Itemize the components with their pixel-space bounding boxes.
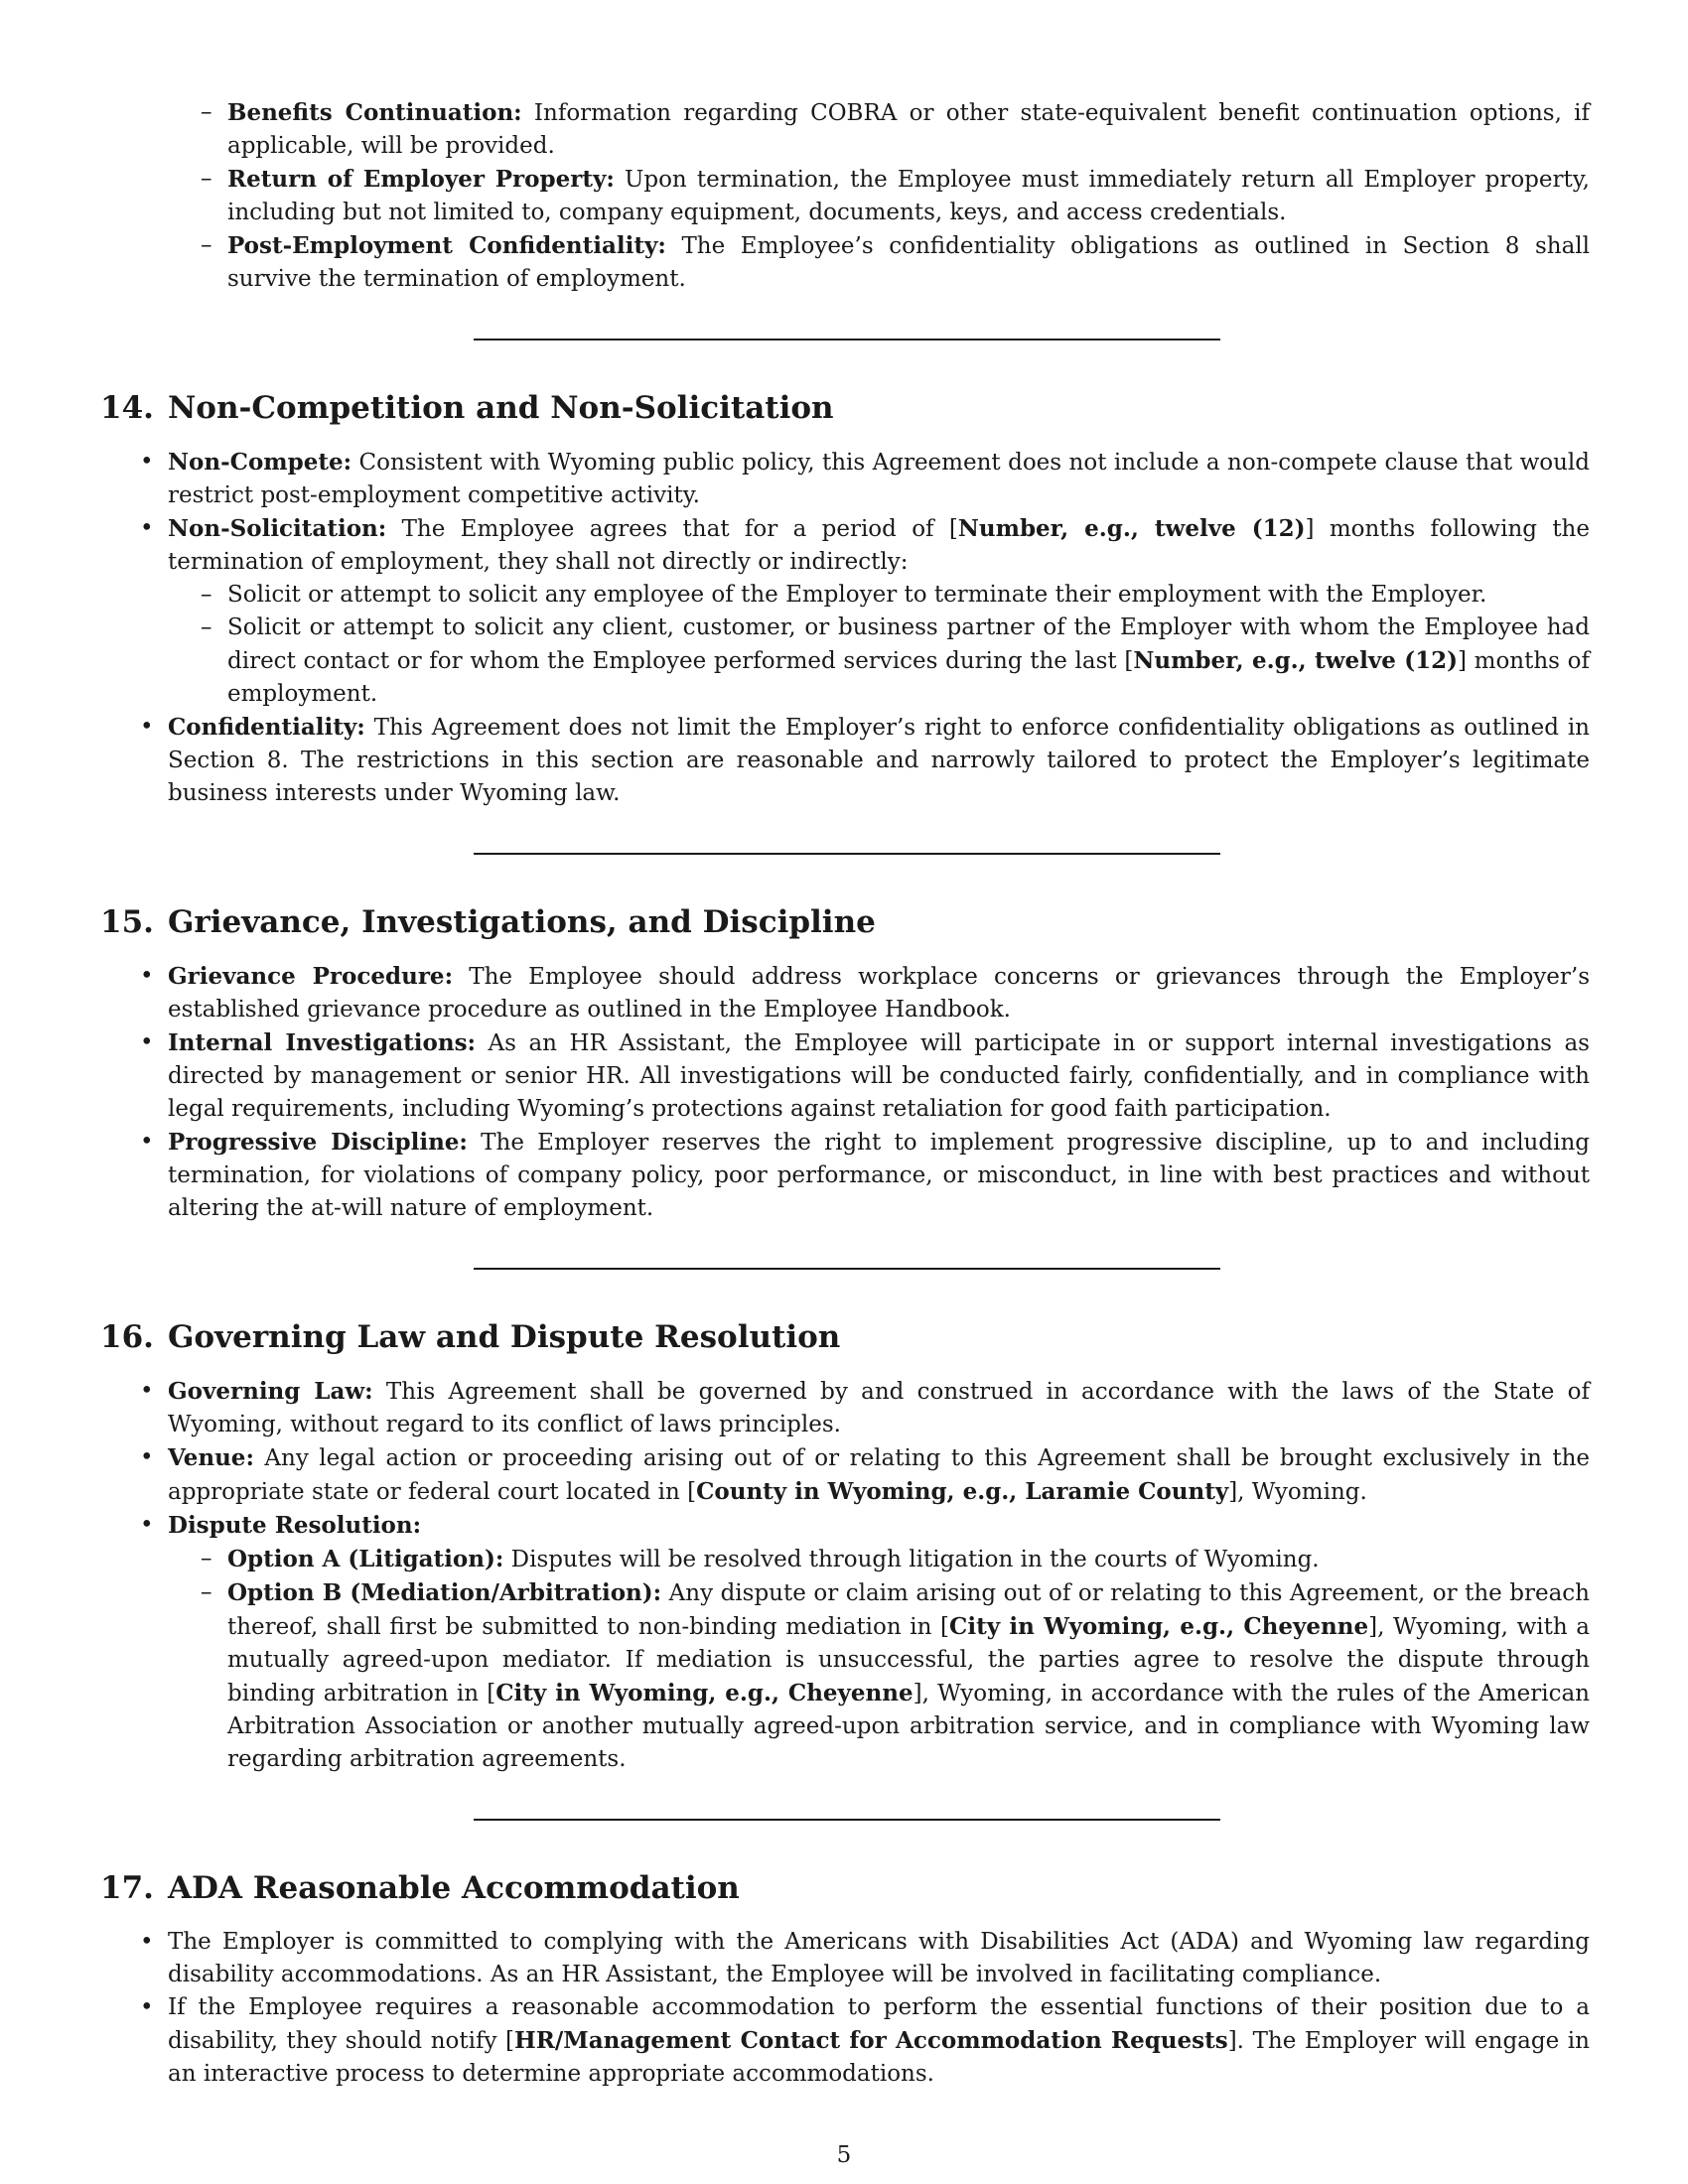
page-content bbox=[100, 96, 1590, 2091]
list-item: – Post-Employment Confidentiality: The Employee’s confidentiality obligations as outlined in Section 8 shall survive the termination of employment. bbox=[100, 229, 1590, 296]
section-divider bbox=[474, 1819, 1220, 1821]
section-15-list bbox=[100, 960, 1590, 1225]
section-divider bbox=[474, 1268, 1220, 1270]
termination-sublist bbox=[100, 96, 1590, 296]
list-item: – Benefits Continuation: Information regarding COBRA or other state-equivalent benefit continuation options, if applicable, will be provided. bbox=[100, 96, 1590, 163]
list-item: – Solicit or attempt to solicit any employee of the Employer to terminate their employment with the Employer. bbox=[168, 579, 1590, 612]
section-14-list bbox=[100, 446, 1590, 810]
list-item: • Grievance Procedure: The Employee should address workplace concerns or grievances through the Employer’s established grievance procedure as outlined in the Employee Handbook. bbox=[100, 960, 1590, 1026]
list-item: • Confidentiality: This Agreement does not limit the Employer’s right to enforce confidentiality obligations as outlined in Section 8. The restrictions in this section are reasonable and narrowly tailored to protect the Employer’s legitimate business interests under Wyoming law. bbox=[100, 711, 1590, 810]
section-heading-15: 15. Grievance, Investigations, and Discipline bbox=[100, 904, 876, 940]
list-item: – Return of Employer Property: Upon termination, the Employee must immediately return all Employer property, including but not limited to, company equipment, documents, keys, and access credentials. bbox=[100, 163, 1590, 229]
section-divider bbox=[474, 339, 1220, 341]
nonsolicit-sublist bbox=[168, 579, 1590, 711]
section-17-list bbox=[100, 1926, 1590, 2091]
dispute-options-list bbox=[168, 1543, 1590, 1776]
list-item: • Non-Compete: Consistent with Wyoming public policy, this Agreement does not include a non-compete clause that would restrict post-employment competitive activity. bbox=[100, 446, 1590, 512]
list-item: – Option B (Mediation/Arbitration): Any dispute or claim arising out of or relating to this Agreement, or the breach thereof, shall first be submitted to non-binding mediation in [City in Wyoming, e.g., Cheyenne], Wyoming, with a mutually agreed-upon mediator. If mediation is unsuccessful, the parties agree to resolve the dispute through binding arbitration in [City in Wyoming, e.g., Cheyenne], Wyoming, in accordance with the rules of the American Arbitration Association or another mutually agreed-upon arbitration service, and in compliance with Wyoming law regarding arbitration agreements. bbox=[168, 1576, 1590, 1776]
section-heading-14: 14. Non-Competition and Non-Solicitation bbox=[100, 390, 834, 426]
section-heading-17: 17. ADA Reasonable Accommodation bbox=[100, 1870, 740, 1906]
list-item: • The Employer is committed to complying with the Americans with Disabilities Act (ADA) and Wyoming law regarding disability accommodations. As an HR Assistant, the Employee will be involved in facilitating compliance. bbox=[100, 1926, 1590, 1991]
list-item: • Internal Investigations: As an HR Assistant, the Employee will participate in or support internal investigations as directed by management or senior HR. All investigations will be conducted fairly, confidentially, and in compliance with legal requirements, including Wyoming’s protections against retaliation for good faith participation. bbox=[100, 1026, 1590, 1126]
list-item: • Non-Solicitation: The Employee agrees that for a period of [Number, e.g., twelve (12)] months following the termination of employment, they shall not directly or indirectly: – Solicit or attempt to solicit any employee of the Employer to terminate their employment with the Employer. – Solicit or attempt to solicit any client, customer, or business partner of the Employer with whom the Employee had direct contact or for whom the Employee performed services during the last [Number, e.g., twelve (12)] months of employment. bbox=[100, 512, 1590, 711]
page-number: 5 bbox=[836, 2142, 852, 2168]
list-item: – Solicit or attempt to solicit any client, customer, or business partner of the Employer with whom the Employee had direct contact or for whom the Employee performed services during the last [Number, e.g., twelve (12)] months of employment. bbox=[168, 612, 1590, 711]
list-item: • Venue: Any legal action or proceeding arising out of or relating to this Agreement shall be brought exclusively in the appropriate state or federal court located in [County in Wyoming, e.g., Laramie County], Wyoming. bbox=[100, 1441, 1590, 1509]
list-item: • Progressive Discipline: The Employer reserves the right to implement progressive discipline, up to and including termination, for violations of company policy, poor performance, or misconduct, in line with best practices and without altering the at-will nature of employment. bbox=[100, 1126, 1590, 1225]
list-item: – Option A (Litigation): Disputes will be resolved through litigation in the courts of Wyoming. bbox=[168, 1543, 1590, 1576]
list-item: • Dispute Resolution: – Option A (Litigation): Disputes will be resolved through litigation in the courts of Wyoming. – Option B (Mediation/Arbitration): Any dispute or claim arising out of or relating to this Agreement, or the breach thereof, shall first be submitted to non-binding mediation in [City in Wyoming, e.g., Cheyenne], Wyoming, with a mutually agreed-upon mediator. If mediation is unsuccessful, the parties agree to resolve the dispute through binding arbitration in [City in Wyoming, e.g., Cheyenne], Wyoming, in accordance with the rules of the American Arbitration Association or another mutually agreed-upon arbitration service, and in compliance with Wyoming law regarding arbitration agreements. bbox=[100, 1509, 1590, 1776]
section-16-list bbox=[100, 1375, 1590, 1776]
list-item: • Governing Law: This Agreement shall be governed by and construed in accordance with the laws of the State of Wyoming, without regard to its conflict of laws principles. bbox=[100, 1375, 1590, 1441]
list-item: • If the Employee requires a reasonable accommodation to perform the essential functions of their position due to a disability, they should notify [HR/Management Contact for Accommodation Requests]. The Employer will engage in an interactive process to determine appropriate accommodations. bbox=[100, 1991, 1590, 2091]
section-heading-16: 16. Governing Law and Dispute Resolution bbox=[100, 1319, 841, 1355]
section-divider bbox=[474, 853, 1220, 855]
